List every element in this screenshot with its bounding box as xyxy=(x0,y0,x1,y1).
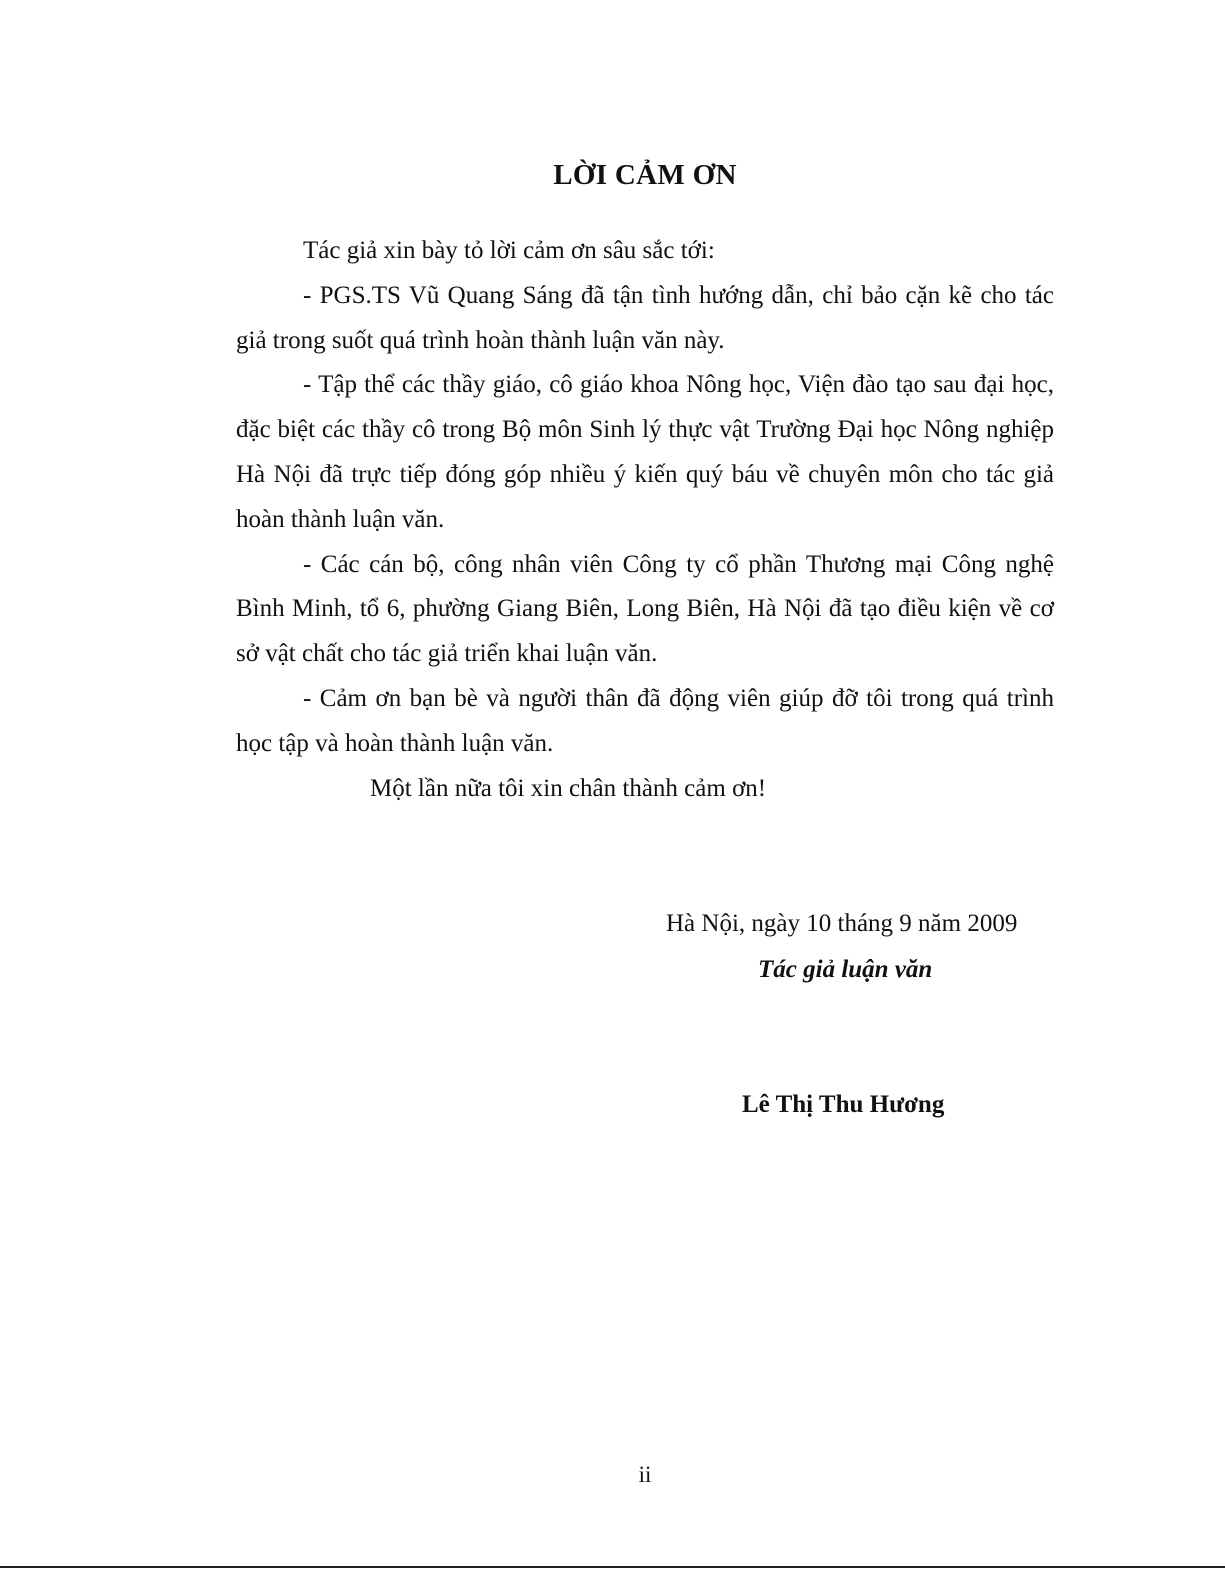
bottom-divider xyxy=(0,1566,1225,1568)
intro-paragraph: Tác giả xin bày tỏ lời cảm ơn sâu sắc tới: xyxy=(303,237,715,264)
acknowledgement-body xyxy=(236,229,1054,811)
closing-line: Một lần nữa tôi xin chân thành cảm ơn! xyxy=(370,774,767,802)
acknowledgement-item: - PGS.TS Vũ Quang Sáng đã tận tình hướng dẫn, chỉ bảo cặn kẽ cho tác giả trong suốt quá trình hoàn thành luận văn này. xyxy=(236,281,1054,354)
acknowledgement-item: - Cảm ơn bạn bè và người thân đã động viên giúp đỡ tôi trong quá trình học tập và hoàn thành luận văn. xyxy=(236,684,1054,757)
acknowledgement-item: - Các cán bộ, công nhân viên Công ty cổ phần Thương mại Công nghệ Bình Minh, tổ 6, phường Giang Biên, Long Biên, Hà Nội đã tạo điều kiện về cơ sở vật chất cho tác giả triển khai luận văn. xyxy=(236,550,1054,668)
acknowledgement-item: - Tập thể các thầy giáo, cô giáo khoa Nông học, Viện đào tạo sau đại học, đặc biệt các thầy cô trong Bộ môn Sinh lý thực vật Trường Đại học Nông nghiệp Hà Nội đã trực tiếp đóng góp nhiều ý kiến quý báu về chuyên môn cho tác giả hoàn thành luận văn. xyxy=(236,371,1054,533)
author-name: Lê Thị Thu Hương xyxy=(742,1091,945,1118)
author-role: Tác giả luận văn xyxy=(758,956,933,983)
page-title: LỜI CẢM ƠN xyxy=(553,159,737,191)
page-number: ii xyxy=(638,1462,652,1487)
place-and-date: Hà Nội, ngày 10 tháng 9 năm 2009 xyxy=(666,910,1018,937)
